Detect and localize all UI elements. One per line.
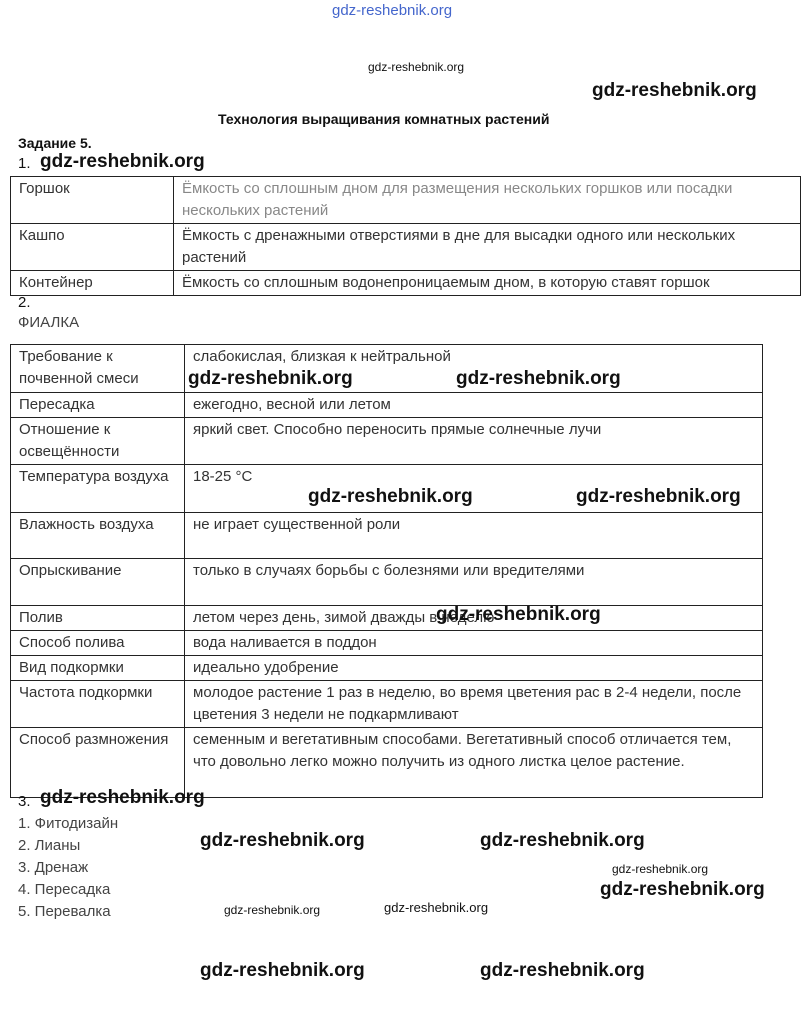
- list-item: 3. Дренаж: [18, 859, 89, 876]
- list-item: 1. Фитодизайн: [18, 815, 119, 832]
- plant-name: ФИАЛКА: [18, 314, 80, 331]
- watermark: gdz-reshebnik.org: [224, 903, 321, 917]
- param-cell: Температура воздуха: [11, 465, 185, 513]
- value-cell: слабокислая, близкая к нейтральной: [185, 345, 763, 393]
- definition-cell: Ёмкость с дренажными отверстиями в дне для высадки одного или нескольких растений: [174, 224, 801, 271]
- watermark: gdz-reshebnik.org: [456, 368, 621, 389]
- value-cell: семенным и вегетативным способами. Вегетативный способ отличается тем, что довольно легко можно получить из одного листка целое растение.: [185, 728, 763, 798]
- definitions-table: [10, 176, 801, 296]
- term-cell: Горшок: [11, 177, 174, 224]
- value-cell: не играет существенной роли: [185, 513, 763, 559]
- watermark: gdz-reshebnik.org: [384, 900, 489, 915]
- list-item: 5. Перевалка: [18, 903, 111, 920]
- table-row: [11, 606, 763, 631]
- param-cell: Способ размножения: [11, 728, 185, 798]
- watermark: gdz-reshebnik.org: [480, 960, 645, 981]
- param-cell: Вид подкормки: [11, 656, 185, 681]
- value-cell: только в случаях борьбы с болезнями или вредителями: [185, 559, 763, 606]
- term-cell: Кашпо: [11, 224, 174, 271]
- answers-list: [18, 813, 118, 923]
- term-cell: Контейнер: [11, 271, 174, 296]
- definition-cell: Ёмкость со сплошным водонепроницаемым дном, в которую ставят горшок: [174, 271, 801, 296]
- table-row: [11, 224, 801, 271]
- section-1-number: 1.: [18, 155, 31, 172]
- watermark: gdz-reshebnik.org: [200, 960, 365, 981]
- watermark: gdz-reshebnik.org: [480, 830, 645, 851]
- plant-care-table: [10, 344, 763, 798]
- watermark: gdz-reshebnik.org: [40, 787, 205, 808]
- list-item: 2. Лианы: [18, 837, 81, 854]
- param-cell: Влажность воздуха: [11, 513, 185, 559]
- value-cell: летом через день, зимой дважды в неделю: [185, 606, 763, 631]
- watermark: gdz-reshebnik.org: [188, 368, 353, 389]
- watermark: gdz-reshebnik.org: [576, 486, 741, 507]
- param-cell: Способ полива: [11, 631, 185, 656]
- param-cell: Опрыскивание: [11, 559, 185, 606]
- param-cell: Частота подкормки: [11, 681, 185, 728]
- value-cell: вода наливается в поддон: [185, 631, 763, 656]
- section-3-number: 3.: [18, 793, 31, 810]
- watermark: gdz-reshebnik.org: [592, 80, 757, 101]
- table-row: [11, 631, 763, 656]
- param-cell: Полив: [11, 606, 185, 631]
- value-cell: ежегодно, весной или летом: [185, 393, 763, 418]
- table-row: [11, 271, 801, 296]
- definition-cell: Ёмкость со сплошным дном для размещения нескольких горшков или посадки нескольких растений: [174, 177, 801, 224]
- watermark: gdz-reshebnik.org: [200, 830, 365, 851]
- section-2-number: 2.: [18, 294, 31, 311]
- value-cell: молодое растение 1 раз в неделю, во время цветения рас в 2-4 недели, после цветения 3 недели не подкармливают: [185, 681, 763, 728]
- value-cell: идеально удобрение: [185, 656, 763, 681]
- watermark: gdz-reshebnik.org: [368, 60, 465, 74]
- page-title: Технология выращивания комнатных растений: [218, 111, 550, 127]
- param-cell: Пересадка: [11, 393, 185, 418]
- table-row: [11, 656, 763, 681]
- table-row: [11, 559, 763, 606]
- value-cell: 18-25 °С: [185, 465, 763, 513]
- table-row: [11, 681, 763, 728]
- list-item: 4. Пересадка: [18, 881, 111, 898]
- table-row: [11, 345, 763, 393]
- watermark: gdz-reshebnik.org: [308, 486, 473, 507]
- watermark: gdz-reshebnik.org: [600, 879, 765, 900]
- param-cell: Отношение к освещённости: [11, 418, 185, 465]
- watermark: gdz-reshebnik.org: [332, 2, 453, 19]
- watermark: gdz-reshebnik.org: [40, 151, 205, 172]
- value-cell: яркий свет. Способно переносить прямые солнечные лучи: [185, 418, 763, 465]
- table-row: [11, 393, 763, 418]
- table-row: [11, 177, 801, 224]
- table-row: [11, 418, 763, 465]
- watermark: gdz-reshebnik.org: [612, 862, 709, 876]
- watermark: gdz-reshebnik.org: [436, 604, 601, 625]
- task-heading: Задание 5.: [18, 135, 92, 151]
- table-row: [11, 513, 763, 559]
- param-cell: Требование к почвенной смеси: [11, 345, 185, 393]
